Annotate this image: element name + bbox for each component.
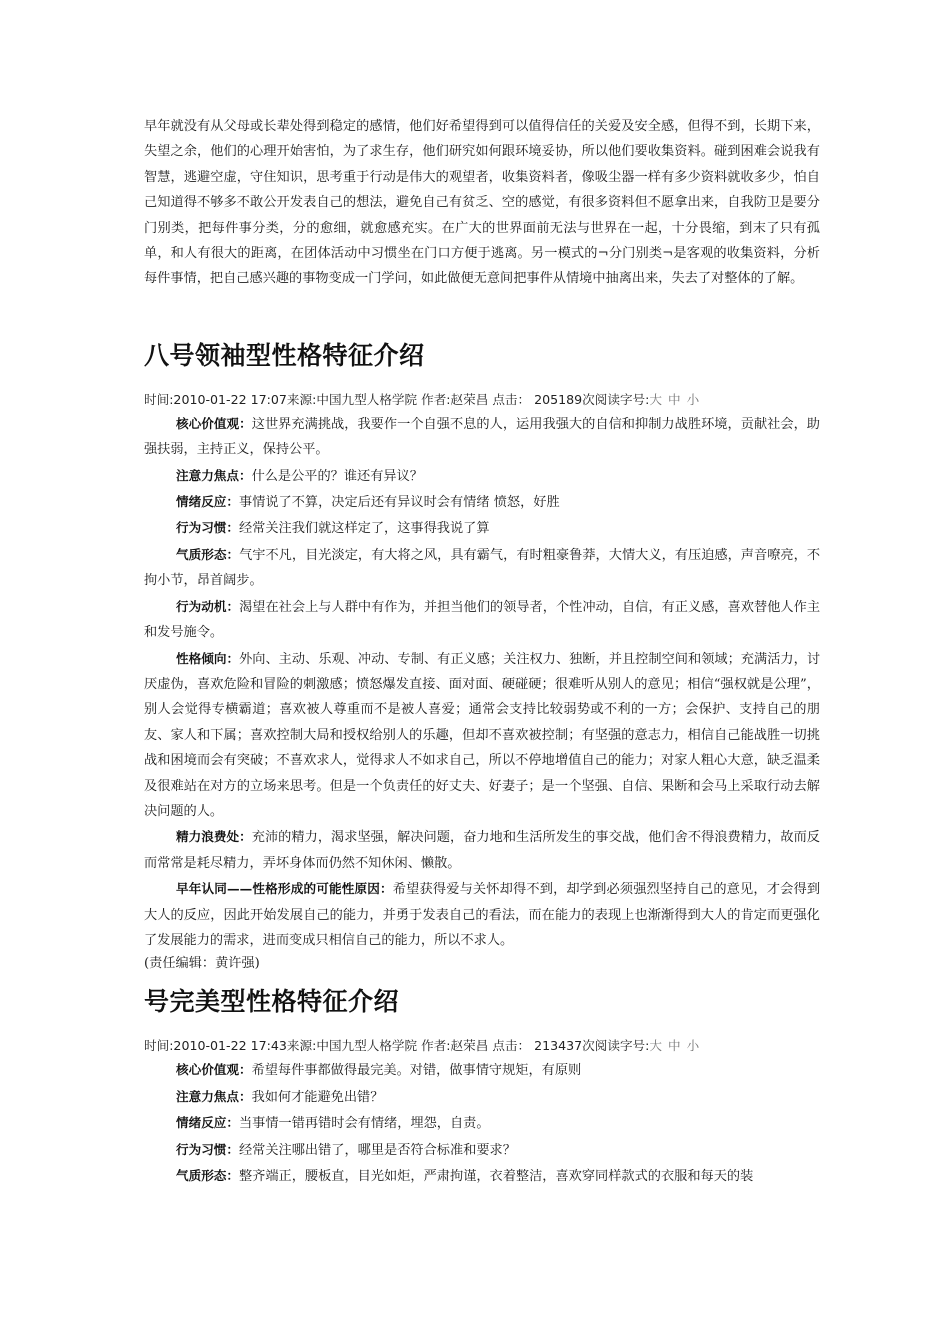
trait-energy-waste: [144, 824, 820, 876]
trait-text: 整齐端正，腰板直，目光如炬，严肃拘谨，衣着整洁，喜欢穿同样款式的衣服和每天的装: [238, 1169, 754, 1184]
trait-label: 核心价值观：: [176, 1062, 252, 1078]
trait-text: 什么是公平的？谁还有异议？: [251, 468, 423, 484]
font-size-medium-link[interactable]: 中: [667, 391, 681, 407]
trait-label: 行为习惯：: [176, 520, 239, 536]
trait-temperament: [144, 1163, 820, 1189]
trait-label: 注意力焦点：: [176, 467, 252, 483]
trait-text: 当事情一错再错时会有情绪，埋怨，自责。: [238, 1116, 490, 1132]
intro-paragraph: 早年就没有从父母或长辈处得到稳定的感情，他们好希望得到可以值得信任的关爱及安全感，但得不到，长期下来，失望之余，他们的心理开始害怕，为了求生存，他们研究如何跟环境妥协，所以他们要收集资料。碰到困难会说我有智慧，逃避空虚，守住知识，思考重于行动是伟大的观望者，收集资料者，像吸尘器一样有多少资料就收多少，怕自己知道得不够多不敢公开发表自己的想法，避免自己有贫乏、空的感觉，有很多资料但不愿拿出来，自我防卫是要分门别类，把每件事分类，分的愈细，就愈感充实。在广大的世界面前无法与世界在一起，十分畏缩，到末了只有孤单，和人有很大的距离，在团体活动中习惯坐在门口方便于逃离。另一模式的¬分门别类¬是客观的收集资料，分析每件事情，把自己感兴趣的事物变成一门学问，如此做便无意间把事件从情境中抽离出来，失去了对整体的了解。: [144, 119, 820, 287]
trait-text: 事情说了不算，决定后还有异议时会有情绪 愤怒，好胜: [238, 495, 560, 511]
trait-label: 气质形态：: [176, 1168, 239, 1183]
trait-emotional-reaction: [144, 489, 820, 515]
font-size-medium-link[interactable]: 中: [667, 1038, 681, 1054]
trait-label: 精力浪费处：: [176, 829, 252, 845]
trait-emotional-reaction: [144, 1110, 820, 1136]
trait-text: 渴望在社会上与人群中有作为，并担当他们的领导者，个性冲动，自信，有正义感，喜欢替他人作主和发号施令。: [144, 599, 821, 641]
trait-temperament: [144, 542, 820, 594]
trait-label: 情绪反应：: [176, 1115, 239, 1131]
trait-label: 早年认同——性格形成的可能性原因：: [176, 881, 393, 897]
trait-label: 行为动机：: [176, 598, 240, 614]
trait-text: 外向、主动、乐观、冲动、专制、有正义感；关注权力、独断，并且控制空间和领域；充满活力，讨厌虚伪，喜欢危险和冒险的刺激感；愤怒爆发直接、面对面、硬碰硬；很难听从别人的意见；相信“强权就是公理”，别人会觉得专横霸道；喜欢被人尊重而不是被人喜爱；通常会支持比较弱势或不利的一方；会保护、支持自己的朋友、家人和下属；喜欢控制大局和授权给别人的乐趣，但却不喜欢被控制；有坚强的意志力，相信自己能战胜一切挑战和困境而会有突破；不喜欢求人，觉得求人不如求自己，所以不停地增值自己的能力；对家人粗心大意，缺乏温柔及很难站在对方的立场来思考。但是一个负责任的好丈夫、好妻子；是一个坚强、自信、果断和会马上采取行动去解决问题的人。: [144, 651, 821, 819]
trait-label: 情绪反应：: [176, 494, 239, 510]
trait-list-type1: [144, 1057, 820, 1189]
responsible-editor: (责任编辑：黄许强): [144, 956, 260, 972]
article-meta-type8: [144, 389, 820, 411]
trait-text: 充沛的精力，渴求坚强，解决问题，奋力地和生活所发生的事交战，他们舍不得浪费精力，故而反而常常是耗尽精力，弄坏身体而仍然不知休闲、懒散。: [144, 830, 820, 871]
trait-text: 这世界充满挑战，我要作一个自强不息的人，运用我强大的自信和抑制力战胜环境，贡献社会，助强扶弱，主持正义，保持公平。: [144, 416, 820, 458]
trait-label: 注意力焦点：: [176, 1088, 252, 1104]
font-size-small-link[interactable]: 小: [686, 391, 700, 407]
section-title-type1: 号完美型性格特征介绍: [144, 987, 400, 1017]
trait-core-values: [144, 411, 820, 463]
font-size-switcher: [649, 392, 705, 407]
trait-behavior-habit: [144, 1137, 820, 1163]
document-page: [144, 114, 820, 1189]
meta-text: 时间:2010-01-22 17:43来源:中国九型人格学院 作者:赵荣昌 点击： 213437次阅读字号:: [144, 1038, 650, 1054]
trait-label: 气质形态：: [176, 546, 240, 562]
trait-text: 经常关注哪出错了，哪里是否符合标准和要求？: [238, 1142, 516, 1158]
trait-attention-focus: [144, 463, 820, 489]
trait-label: 核心价值观：: [176, 415, 252, 431]
trait-personality-tendency: [144, 646, 820, 825]
trait-attention-focus: [144, 1084, 820, 1110]
trait-text: 气宇不凡，目光淡定，有大将之风，具有霸气，有时粗豪鲁莽，大情大义，有压迫感，声音嘹亮，不拘小节，昂首阔步。: [144, 547, 821, 589]
trait-early-identification: [144, 876, 820, 953]
trait-label: 行为习惯：: [176, 1141, 239, 1157]
trait-label: 性格倾向：: [176, 650, 240, 666]
trait-text: 希望每件事都做得最完美。对错，做事情守规矩，有原则: [251, 1063, 582, 1079]
trait-motivation: [144, 594, 820, 646]
font-size-large-link[interactable]: 大: [649, 1038, 662, 1054]
trait-core-values: [144, 1057, 820, 1083]
trait-text: 希望获得爱与关怀却得不到，却学到必须强烈坚持自己的意见，才会得到大人的反应，因此开始发展自己的能力，并勇于发表自己的看法，而在能力的表现上也渐渐得到大人的肯定而更强化了发展能力的需求，进而变成只相信自己的能力，所以不求人。: [144, 882, 821, 948]
font-size-small-link[interactable]: 小: [686, 1038, 700, 1054]
trait-text: 经常关注我们就这样定了，这事得我说了算: [238, 521, 490, 537]
trait-text: 我如何才能避免出错？: [251, 1089, 384, 1105]
section-title-type8: 八号领袖型性格特征介绍: [144, 340, 425, 370]
article-meta-type1: [144, 1035, 820, 1057]
font-size-switcher: [649, 1038, 705, 1053]
meta-text: 时间:2010-01-22 17:07来源:中国九型人格学院 作者:赵荣昌 点击： 205189次阅读字号:: [144, 391, 650, 407]
trait-list-type8: [144, 411, 820, 954]
trait-behavior-habit: [144, 515, 820, 541]
font-size-large-link[interactable]: 大: [649, 391, 662, 407]
